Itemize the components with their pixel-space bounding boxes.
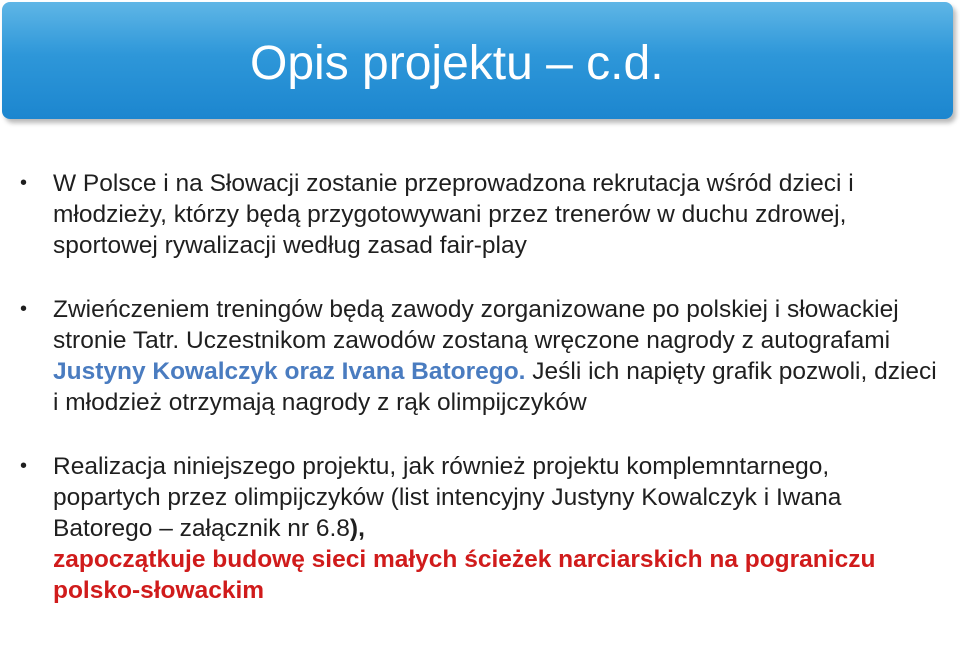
bullet-dot-icon: • [20, 298, 28, 320]
bullet-text: Realizacja niniejszego projektu, jak również projektu komplemntarnego, popartych przez olimpijczyków (list intencyjny Justyny Kowalczyk i Iwana Batorego – załącznik nr 6.8 [53, 453, 842, 542]
slide-content [20, 168, 940, 606]
bullet-dot-icon: • [20, 172, 28, 194]
highlight-ski-trails: zapoczątkuje budowę sieci małych ścieżek narciarskich na pograniczu polsko-słowackim [53, 546, 876, 604]
bullet-text-continued: Jeśli ich napięty grafik pozwoli, dzieci i młodzież otrzymają nagrody z rąk olimpijczyków [53, 358, 937, 416]
bullet-recruitment [20, 168, 940, 261]
slide-title: Opis projektu – c.d. [250, 37, 664, 90]
bold-punctuation: ), [349, 515, 365, 542]
highlight-names: Justyny Kowalczyk oraz Ivana Batorego. [53, 358, 526, 385]
title-bar [2, 2, 953, 119]
bullet-competitions [20, 294, 940, 418]
bullet-text: Zwieńczeniem treningów będą zawody zorganizowane po polskiej i słowackiej stronie Tatr. Uczestnikom zawodów zostaną wręczone nagrody z autografami [53, 296, 899, 354]
bullet-dot-icon: • [20, 455, 28, 477]
bullet-realization [20, 451, 940, 606]
bullet-text: W Polsce i na Słowacji zostanie przeprowadzona rekrutacja wśród dzieci i młodzieży, którzy będą przygotowywani przez trenerów w duchu zdrowej, sportowej rywalizacji według zasad fair-play [53, 170, 854, 259]
